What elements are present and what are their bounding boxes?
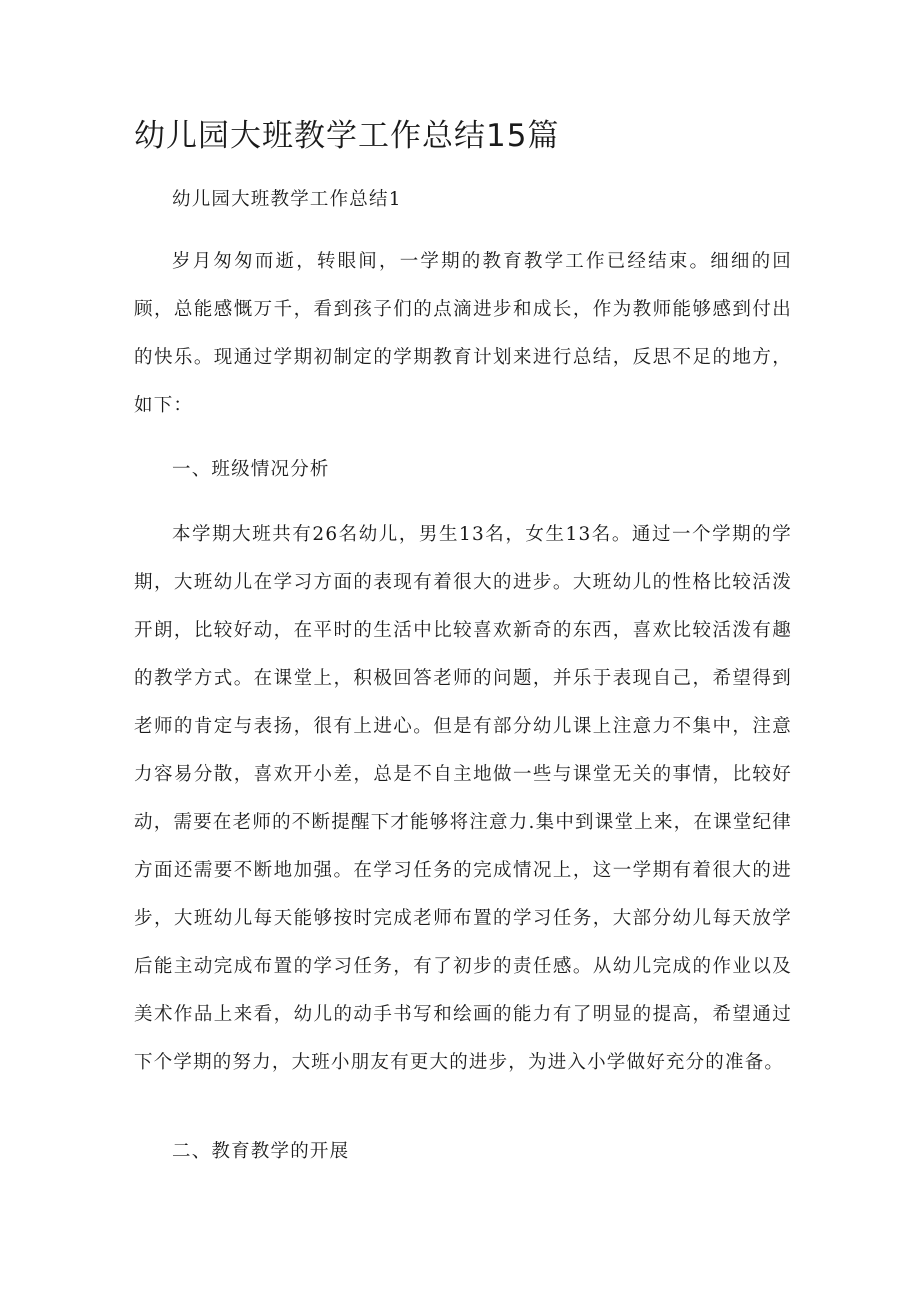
document-title: 幼儿园大班教学工作总结15篇	[134, 118, 560, 154]
section-heading-teaching: 二、教育教学的开展	[172, 1141, 350, 1162]
section-heading-class-analysis: 一、班级情况分析	[172, 459, 330, 480]
document-subtitle: 幼儿园大班教学工作总结1	[172, 189, 402, 210]
intro-paragraph: 岁月匆匆而逝，转眼间，一学期的教育教学工作已经结束。细细的回顾，总能感慨万千，看到孩子们的点滴进步和成长，作为教师能够感到付出的快乐。现通过学期初制定的学期教育计划来进行总结，反思不足的地方，如下：	[134, 251, 792, 416]
class-analysis-paragraph: 本学期大班共有26名幼儿，男生13名，女生13名。通过一个学期的学期，大班幼儿在学习方面的表现有着很大的进步。大班幼儿的性格比较活泼开朗，比较好动，在平时的生活中比较喜欢新奇的东西，喜欢比较活泼有趣的教学方式。在课堂上，积极回答老师的问题，并乐于表现自己，希望得到老师的肯定与表扬，很有上进心。但是有部分幼儿课上注意力不集中，注意力容易分散，喜欢开小差，总是不自主地做一些与课堂无关的事情，比较好动，需要在老师的不断提醒下才能够将注意力.集中到课堂上来，在课堂纪律方面还需要不断地加强。在学习任务的完成情况上，这一学期有着很大的进步，大班幼儿每天能够按时完成老师布置的学习任务，大部分幼儿每天放学后能主动完成布置的学习任务，有了初步的责任感。从幼儿完成的作业以及美术作品上来看，幼儿的动手书写和绘画的能力有了明显的提高，希望通过下个学期的努力，大班小朋友有更大的进步，为进入小学做好充分的准备。	[134, 524, 792, 1073]
